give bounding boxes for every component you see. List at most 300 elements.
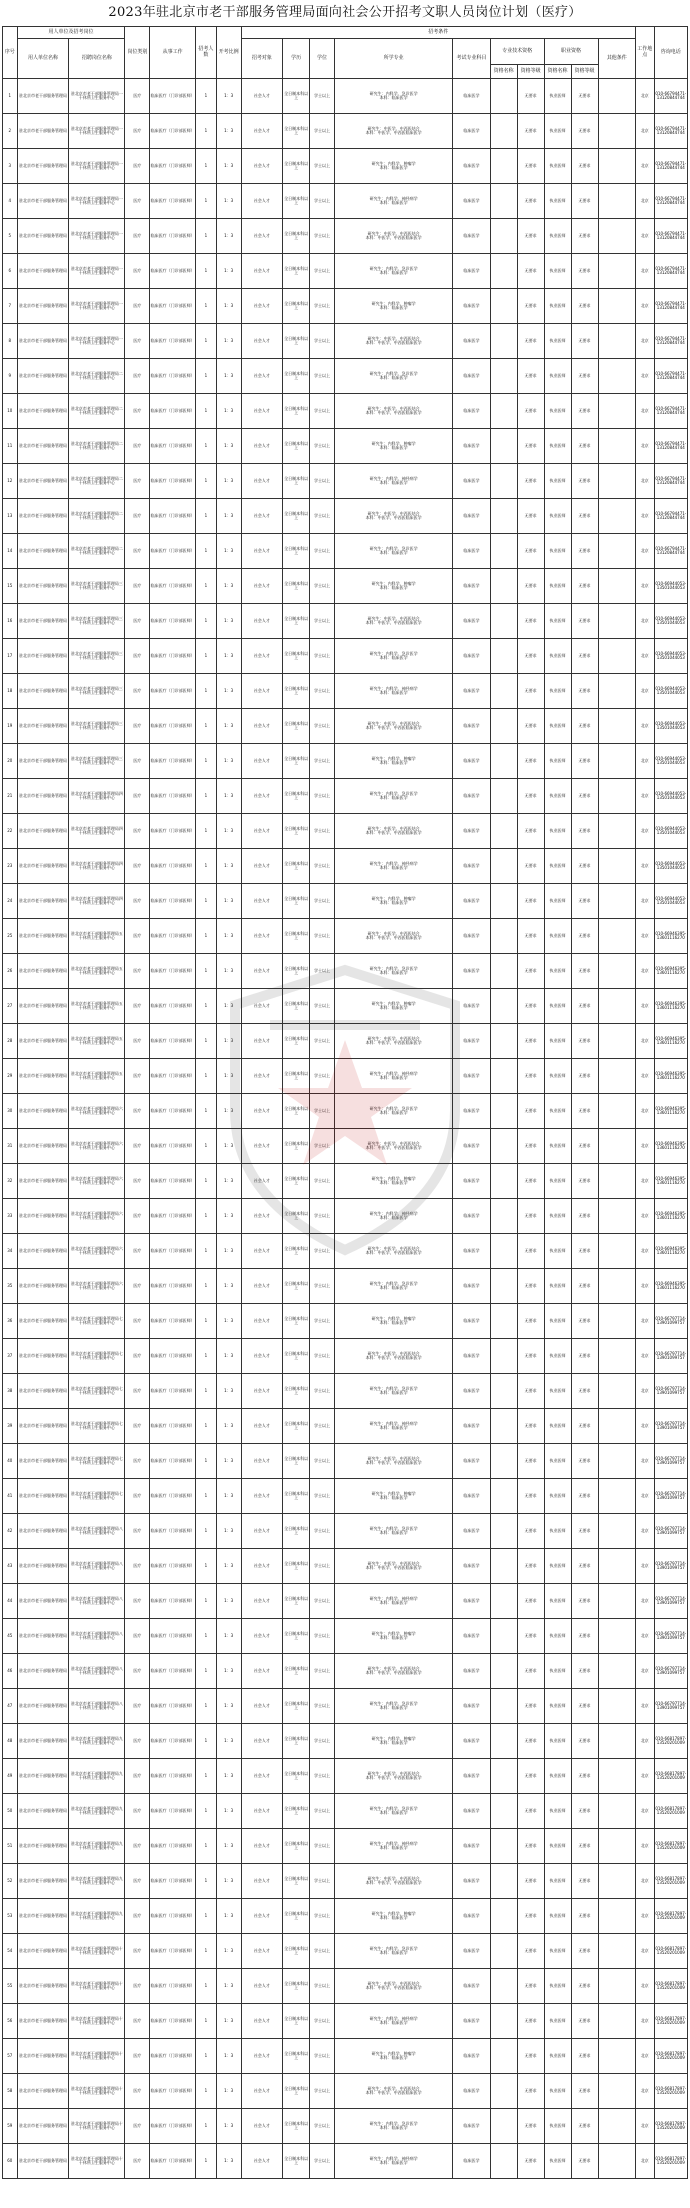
cell-cert-name: 执业医师 <box>544 1969 571 2004</box>
cell-qual-level: 无要求 <box>517 429 544 464</box>
cell-seq: 20 <box>3 744 18 779</box>
cell-contact: 010-66817897-13520201009 <box>654 1724 687 1759</box>
cell-num: 1 <box>195 604 216 639</box>
cell-exam-major: 临床医学 <box>453 674 490 709</box>
cell-seq: 8 <box>3 324 18 359</box>
cell-education: 全日制本科以上 <box>283 2039 310 2074</box>
cell-major: 研究生：中医学、中西医结合 本科：中医学、中西医临床医学 <box>334 114 452 149</box>
cell-category: 医疗 <box>125 604 150 639</box>
cell-dept: 驻北京市老干部服务管理局三干休所卫生服务中心 <box>69 639 125 674</box>
cell-exam-major: 临床医学 <box>453 604 490 639</box>
cell-ratio: 1：3 <box>216 1724 241 1759</box>
cell-dept: 驻北京市老干部服务管理局七干休所卫生服务中心 <box>69 1374 125 1409</box>
cell-dept: 驻北京市老干部服务管理局二干休所卫生服务中心 <box>69 359 125 394</box>
cell-source: 社会人才 <box>241 464 283 499</box>
table-row <box>3 324 688 359</box>
cell-cert-level: 无要求 <box>571 2074 598 2109</box>
cell-qual-title <box>490 1374 517 1409</box>
cell-other <box>598 814 635 849</box>
cell-num: 1 <box>195 1269 216 1304</box>
cell-contact: 010-66794471-13120844744 <box>654 394 687 429</box>
cell-exam-major: 临床医学 <box>453 849 490 884</box>
cell-major: 研究生：内科学、急诊医学 本科：临床医学 <box>334 1269 452 1304</box>
cell-category: 医疗 <box>125 989 150 1024</box>
table-body <box>3 79 688 2179</box>
cell-exam-major: 临床医学 <box>453 1829 490 1864</box>
table-row <box>3 1689 688 1724</box>
cell-cert-name: 执业医师 <box>544 1339 571 1374</box>
cell-source: 社会人才 <box>241 184 283 219</box>
cell-degree: 学士以上 <box>310 1689 335 1724</box>
cell-qual-level: 无要求 <box>517 1584 544 1619</box>
cell-education: 全日制本科以上 <box>283 184 310 219</box>
cell-degree: 学士以上 <box>310 814 335 849</box>
cell-unit: 驻北京市老干部服务管理局 <box>17 779 69 814</box>
cell-qual-title <box>490 1339 517 1374</box>
cell-other <box>598 919 635 954</box>
cell-num: 1 <box>195 1969 216 2004</box>
cell-qual-level: 无要求 <box>517 184 544 219</box>
cell-other <box>598 1724 635 1759</box>
cell-education: 全日制本科以上 <box>283 1199 310 1234</box>
cell-ratio: 1：3 <box>216 1829 241 1864</box>
table-row <box>3 849 688 884</box>
cell-category: 医疗 <box>125 149 150 184</box>
table-row <box>3 2074 688 2109</box>
cell-place: 北京 <box>635 779 654 814</box>
cell-ratio: 1：3 <box>216 1199 241 1234</box>
cell-qual-title <box>490 79 517 114</box>
cell-source: 社会人才 <box>241 114 283 149</box>
cell-place: 北京 <box>635 324 654 359</box>
cell-source: 社会人才 <box>241 1094 283 1129</box>
cell-cert-level: 无要求 <box>571 1864 598 1899</box>
cell-education: 全日制本科以上 <box>283 359 310 394</box>
cell-degree: 学士以上 <box>310 604 335 639</box>
cell-education: 全日制本科以上 <box>283 1934 310 1969</box>
cell-qual-level: 无要求 <box>517 1094 544 1129</box>
cell-post: 临床医疗（门诊部医师） <box>150 989 196 1024</box>
cell-cert-name: 执业医师 <box>544 709 571 744</box>
cell-education: 全日制本科以上 <box>283 1759 310 1794</box>
cell-exam-major: 临床医学 <box>453 989 490 1024</box>
cell-category: 医疗 <box>125 254 150 289</box>
cell-unit: 驻北京市老干部服务管理局 <box>17 2074 69 2109</box>
cell-post: 临床医疗（门诊部医师） <box>150 1234 196 1269</box>
cell-seq: 38 <box>3 1374 18 1409</box>
cell-qual-title <box>490 989 517 1024</box>
cell-contact: 010-66794471-13120844744 <box>654 464 687 499</box>
cell-exam-major: 临床医学 <box>453 219 490 254</box>
cell-dept: 驻北京市老干部服务管理局五干休所卫生服务中心 <box>69 1024 125 1059</box>
cell-cert-level: 无要求 <box>571 954 598 989</box>
cell-contact: 010-66817897-13520201009 <box>654 1899 687 1934</box>
cell-cert-name: 执业医师 <box>544 1899 571 1934</box>
cell-exam-major: 临床医学 <box>453 1969 490 2004</box>
table-row <box>3 394 688 429</box>
cell-exam-major: 临床医学 <box>453 1339 490 1374</box>
cell-major: 研究生：中医学、中西医结合 本科：中医学、中西医临床医学 <box>334 1129 452 1164</box>
cell-major: 研究生：内科学、肿瘤学 本科：临床医学 <box>334 1619 452 1654</box>
cell-other <box>598 1374 635 1409</box>
cell-place: 北京 <box>635 1024 654 1059</box>
cell-seq: 25 <box>3 919 18 954</box>
cell-other <box>598 1934 635 1969</box>
cell-place: 北京 <box>635 954 654 989</box>
cell-qual-level: 无要求 <box>517 1234 544 1269</box>
cell-seq: 60 <box>3 2144 18 2179</box>
cell-education: 全日制本科以上 <box>283 1864 310 1899</box>
cell-seq: 49 <box>3 1759 18 1794</box>
cell-dept: 驻北京市老干部服务管理局四干休所卫生服务中心 <box>69 884 125 919</box>
cell-major: 研究生：内科学、急诊医学 本科：临床医学 <box>334 1934 452 1969</box>
cell-other <box>598 1094 635 1129</box>
cell-post: 临床医疗（门诊部医师） <box>150 2074 196 2109</box>
cell-ratio: 1：3 <box>216 919 241 954</box>
cell-education: 全日制本科以上 <box>283 569 310 604</box>
cell-degree: 学士以上 <box>310 1199 335 1234</box>
cell-exam-major: 临床医学 <box>453 744 490 779</box>
cell-dept: 驻北京市老干部服务管理局一干休所卫生服务中心 <box>69 289 125 324</box>
cell-qual-title <box>490 674 517 709</box>
cell-post: 临床医疗（门诊部医师） <box>150 2144 196 2179</box>
cell-post: 临床医疗（门诊部医师） <box>150 814 196 849</box>
cell-degree: 学士以上 <box>310 2074 335 2109</box>
cell-unit: 驻北京市老干部服务管理局 <box>17 1199 69 1234</box>
header-dept: 招聘岗位名称 <box>69 39 125 79</box>
cell-unit: 驻北京市老干部服务管理局 <box>17 1479 69 1514</box>
cell-dept: 驻北京市老干部服务管理局四干休所卫生服务中心 <box>69 849 125 884</box>
cell-major: 研究生：中医学、中西医结合 本科：中医学、中西医临床医学 <box>334 219 452 254</box>
cell-contact: 010-66946395-13601116270 <box>654 1234 687 1269</box>
cell-major: 研究生：中医学、中西医结合 本科：中医学、中西医临床医学 <box>334 1969 452 2004</box>
cell-category: 医疗 <box>125 324 150 359</box>
cell-category: 医疗 <box>125 884 150 919</box>
cell-ratio: 1：3 <box>216 1269 241 1304</box>
cell-category: 医疗 <box>125 1199 150 1234</box>
cell-unit: 驻北京市老干部服务管理局 <box>17 394 69 429</box>
cell-qual-level: 无要求 <box>517 2039 544 2074</box>
cell-category: 医疗 <box>125 744 150 779</box>
cell-unit: 驻北京市老干部服务管理局 <box>17 1759 69 1794</box>
cell-degree: 学士以上 <box>310 534 335 569</box>
cell-dept: 驻北京市老干部服务管理局二干休所卫生服务中心 <box>69 429 125 464</box>
cell-major: 研究生：内科学、急诊医学 本科：临床医学 <box>334 1794 452 1829</box>
cell-cert-name: 执业医师 <box>544 1374 571 1409</box>
cell-dept: 驻北京市老干部服务管理局十干休所卫生服务中心 <box>69 1934 125 1969</box>
cell-other <box>598 1969 635 2004</box>
cell-other <box>598 1339 635 1374</box>
cell-place: 北京 <box>635 2074 654 2109</box>
cell-major: 研究生：内科学、神经病学 本科：临床医学 <box>334 849 452 884</box>
cell-exam-major: 临床医学 <box>453 324 490 359</box>
table-row <box>3 359 688 394</box>
cell-ratio: 1：3 <box>216 1549 241 1584</box>
cell-num: 1 <box>195 1864 216 1899</box>
cell-ratio: 1：3 <box>216 394 241 429</box>
cell-cert-name: 执业医师 <box>544 1444 571 1479</box>
cell-cert-level: 无要求 <box>571 324 598 359</box>
cell-category: 医疗 <box>125 1549 150 1584</box>
cell-cert-name: 执业医师 <box>544 779 571 814</box>
cell-contact: 010-66946395-13601116270 <box>654 1094 687 1129</box>
cell-ratio: 1：3 <box>216 359 241 394</box>
cell-source: 社会人才 <box>241 849 283 884</box>
cell-contact: 010-66946395-13601116270 <box>654 919 687 954</box>
cell-category: 医疗 <box>125 499 150 534</box>
cell-qual-title <box>490 394 517 429</box>
cell-education: 全日制本科以上 <box>283 674 310 709</box>
cell-education: 全日制本科以上 <box>283 219 310 254</box>
cell-major: 研究生：内科学、肿瘤学 本科：临床医学 <box>334 989 452 1024</box>
table-row <box>3 1409 688 1444</box>
cell-unit: 驻北京市老干部服务管理局 <box>17 324 69 359</box>
cell-degree: 学士以上 <box>310 1164 335 1199</box>
cell-post: 临床医疗（门诊部医师） <box>150 394 196 429</box>
cell-seq: 18 <box>3 674 18 709</box>
cell-qual-level: 无要求 <box>517 1934 544 1969</box>
header-place: 工作地点 <box>635 27 654 79</box>
cell-dept: 驻北京市老干部服务管理局八干休所卫生服务中心 <box>69 1514 125 1549</box>
table-row <box>3 2004 688 2039</box>
cell-exam-major: 临床医学 <box>453 79 490 114</box>
cell-major: 研究生：内科学、神经病学 本科：临床医学 <box>334 464 452 499</box>
cell-qual-title <box>490 1129 517 1164</box>
cell-major: 研究生：内科学、神经病学 本科：临床医学 <box>334 674 452 709</box>
cell-cert-name: 执业医师 <box>544 1864 571 1899</box>
cell-num: 1 <box>195 1654 216 1689</box>
cell-category: 医疗 <box>125 289 150 324</box>
cell-contact: 010-66944053-13501044053 <box>654 779 687 814</box>
cell-unit: 驻北京市老干部服务管理局 <box>17 1689 69 1724</box>
cell-source: 社会人才 <box>241 1444 283 1479</box>
cell-source: 社会人才 <box>241 884 283 919</box>
cell-contact: 010-66794471-13120844744 <box>654 359 687 394</box>
cell-exam-major: 临床医学 <box>453 394 490 429</box>
cell-category: 医疗 <box>125 1584 150 1619</box>
cell-seq: 45 <box>3 1619 18 1654</box>
cell-category: 医疗 <box>125 954 150 989</box>
cell-qual-level: 无要求 <box>517 464 544 499</box>
cell-contact: 010-66946395-13601116270 <box>654 1199 687 1234</box>
cell-ratio: 1：3 <box>216 1864 241 1899</box>
cell-dept: 驻北京市老干部服务管理局八干休所卫生服务中心 <box>69 1689 125 1724</box>
cell-major: 研究生：内科学、急诊医学 本科：临床医学 <box>334 1094 452 1129</box>
cell-dept: 驻北京市老干部服务管理局六干休所卫生服务中心 <box>69 1234 125 1269</box>
header-cert-level: 资格等级 <box>571 65 598 79</box>
cell-qual-level: 无要求 <box>517 709 544 744</box>
cell-place: 北京 <box>635 184 654 219</box>
cell-qual-level: 无要求 <box>517 1549 544 1584</box>
cell-degree: 学士以上 <box>310 919 335 954</box>
cell-post: 临床医疗（门诊部医师） <box>150 2004 196 2039</box>
cell-qual-title <box>490 464 517 499</box>
cell-ratio: 1：3 <box>216 849 241 884</box>
header-category: 岗位类别 <box>125 27 150 79</box>
cell-other <box>598 674 635 709</box>
cell-qual-title <box>490 1199 517 1234</box>
table-row <box>3 1794 688 1829</box>
cell-cert-name: 执业医师 <box>544 1934 571 1969</box>
cell-source: 社会人才 <box>241 254 283 289</box>
cell-qual-level: 无要求 <box>517 989 544 1024</box>
cell-qual-title <box>490 114 517 149</box>
cell-place: 北京 <box>635 569 654 604</box>
cell-num: 1 <box>195 989 216 1024</box>
cell-ratio: 1：3 <box>216 1444 241 1479</box>
cell-contact: 010-66794471-13120844744 <box>654 254 687 289</box>
cell-exam-major: 临床医学 <box>453 1514 490 1549</box>
cell-cert-level: 无要求 <box>571 1934 598 1969</box>
cell-seq: 58 <box>3 2074 18 2109</box>
cell-num: 1 <box>195 709 216 744</box>
cell-unit: 驻北京市老干部服务管理局 <box>17 254 69 289</box>
cell-qual-title <box>490 744 517 779</box>
cell-cert-name: 执业医师 <box>544 1794 571 1829</box>
cell-contact: 010-66794471-13120844744 <box>654 79 687 114</box>
cell-ratio: 1：3 <box>216 2039 241 2074</box>
cell-place: 北京 <box>635 1304 654 1339</box>
cell-seq: 13 <box>3 499 18 534</box>
cell-post: 临床医疗（门诊部医师） <box>150 464 196 499</box>
cell-num: 1 <box>195 1409 216 1444</box>
cell-dept: 驻北京市老干部服务管理局一干休所卫生服务中心 <box>69 149 125 184</box>
cell-cert-name: 执业医师 <box>544 1479 571 1514</box>
cell-major: 研究生：中医学、中西医结合 本科：中医学、中西医临床医学 <box>334 1864 452 1899</box>
cell-post: 临床医疗（门诊部医师） <box>150 1094 196 1129</box>
cell-contact: 010-66794471-13120844744 <box>654 149 687 184</box>
cell-qual-title <box>490 2109 517 2144</box>
cell-place: 北京 <box>635 534 654 569</box>
cell-category: 医疗 <box>125 2109 150 2144</box>
cell-education: 全日制本科以上 <box>283 114 310 149</box>
cell-qual-level: 无要求 <box>517 674 544 709</box>
cell-contact: 010-66817897-13520201009 <box>654 1934 687 1969</box>
cell-source: 社会人才 <box>241 1304 283 1339</box>
cell-contact: 010-66944053-13501044053 <box>654 849 687 884</box>
cell-unit: 驻北京市老干部服务管理局 <box>17 1514 69 1549</box>
cell-ratio: 1：3 <box>216 184 241 219</box>
cell-education: 全日制本科以上 <box>283 499 310 534</box>
cell-place: 北京 <box>635 1059 654 1094</box>
cell-cert-name: 执业医师 <box>544 1059 571 1094</box>
cell-exam-major: 临床医学 <box>453 1759 490 1794</box>
cell-place: 北京 <box>635 884 654 919</box>
cell-place: 北京 <box>635 1864 654 1899</box>
cell-post: 临床医疗（门诊部医师） <box>150 639 196 674</box>
cell-contact: 010-66797714-13901099757 <box>654 1619 687 1654</box>
cell-dept: 驻北京市老干部服务管理局五干休所卫生服务中心 <box>69 1059 125 1094</box>
cell-unit: 驻北京市老干部服务管理局 <box>17 604 69 639</box>
cell-qual-title <box>490 1479 517 1514</box>
cell-major: 研究生：内科学、肿瘤学 本科：临床医学 <box>334 289 452 324</box>
cell-place: 北京 <box>635 989 654 1024</box>
cell-unit: 驻北京市老干部服务管理局 <box>17 1619 69 1654</box>
cell-unit: 驻北京市老干部服务管理局 <box>17 2109 69 2144</box>
cell-degree: 学士以上 <box>310 254 335 289</box>
cell-degree: 学士以上 <box>310 499 335 534</box>
cell-dept: 驻北京市老干部服务管理局五干休所卫生服务中心 <box>69 954 125 989</box>
cell-ratio: 1：3 <box>216 1479 241 1514</box>
cell-num: 1 <box>195 534 216 569</box>
cell-dept: 驻北京市老干部服务管理局七干休所卫生服务中心 <box>69 1339 125 1374</box>
cell-other <box>598 534 635 569</box>
cell-dept: 驻北京市老干部服务管理局八干休所卫生服务中心 <box>69 1549 125 1584</box>
cell-cert-level: 无要求 <box>571 569 598 604</box>
cell-education: 全日制本科以上 <box>283 779 310 814</box>
cell-other <box>598 1689 635 1724</box>
cell-education: 全日制本科以上 <box>283 1724 310 1759</box>
cell-qual-title <box>490 604 517 639</box>
cell-unit: 驻北京市老干部服务管理局 <box>17 1129 69 1164</box>
cell-education: 全日制本科以上 <box>283 324 310 359</box>
cell-num: 1 <box>195 254 216 289</box>
cell-major: 研究生：内科学、肿瘤学 本科：临床医学 <box>334 1724 452 1759</box>
cell-post: 临床医疗（门诊部医师） <box>150 254 196 289</box>
cell-degree: 学士以上 <box>310 429 335 464</box>
cell-num: 1 <box>195 2004 216 2039</box>
cell-qual-title <box>490 1794 517 1829</box>
cell-cert-level: 无要求 <box>571 2004 598 2039</box>
cell-cert-level: 无要求 <box>571 534 598 569</box>
cell-degree: 学士以上 <box>310 1374 335 1409</box>
cell-num: 1 <box>195 289 216 324</box>
cell-major: 研究生：内科学、神经病学 本科：临床医学 <box>334 2004 452 2039</box>
cell-qual-level: 无要求 <box>517 884 544 919</box>
cell-num: 1 <box>195 184 216 219</box>
cell-degree: 学士以上 <box>310 394 335 429</box>
cell-category: 医疗 <box>125 1479 150 1514</box>
cell-contact: 010-66797714-13901099757 <box>654 1479 687 1514</box>
cell-qual-level: 无要求 <box>517 219 544 254</box>
cell-ratio: 1：3 <box>216 1129 241 1164</box>
cell-place: 北京 <box>635 254 654 289</box>
table-row <box>3 1374 688 1409</box>
cell-other <box>598 884 635 919</box>
cell-place: 北京 <box>635 1794 654 1829</box>
cell-other <box>598 359 635 394</box>
cell-qual-level: 无要求 <box>517 2004 544 2039</box>
cell-category: 医疗 <box>125 1514 150 1549</box>
cell-source: 社会人才 <box>241 394 283 429</box>
cell-unit: 驻北京市老干部服务管理局 <box>17 1864 69 1899</box>
cell-seq: 31 <box>3 1129 18 1164</box>
cell-source: 社会人才 <box>241 149 283 184</box>
cell-exam-major: 临床医学 <box>453 1794 490 1829</box>
cell-other <box>598 499 635 534</box>
header-exam-major: 考试专业科目 <box>453 39 490 79</box>
cell-contact: 010-66946395-13601116270 <box>654 1024 687 1059</box>
header-condition-group: 招考条件 <box>241 27 635 39</box>
cell-education: 全日制本科以上 <box>283 394 310 429</box>
cell-cert-level: 无要求 <box>571 184 598 219</box>
cell-exam-major: 临床医学 <box>453 884 490 919</box>
cell-qual-level: 无要求 <box>517 2109 544 2144</box>
cell-degree: 学士以上 <box>310 1269 335 1304</box>
table-row <box>3 1934 688 1969</box>
cell-category: 医疗 <box>125 1339 150 1374</box>
cell-other <box>598 289 635 324</box>
cell-exam-major: 临床医学 <box>453 1304 490 1339</box>
cell-major: 研究生：内科学、神经病学 本科：临床医学 <box>334 1409 452 1444</box>
cell-education: 全日制本科以上 <box>283 919 310 954</box>
cell-major: 研究生：内科学、肿瘤学 本科：临床医学 <box>334 149 452 184</box>
cell-post: 临床医疗（门诊部医师） <box>150 149 196 184</box>
cell-source: 社会人才 <box>241 1549 283 1584</box>
cell-place: 北京 <box>635 499 654 534</box>
cell-cert-level: 无要求 <box>571 289 598 324</box>
cell-category: 医疗 <box>125 569 150 604</box>
